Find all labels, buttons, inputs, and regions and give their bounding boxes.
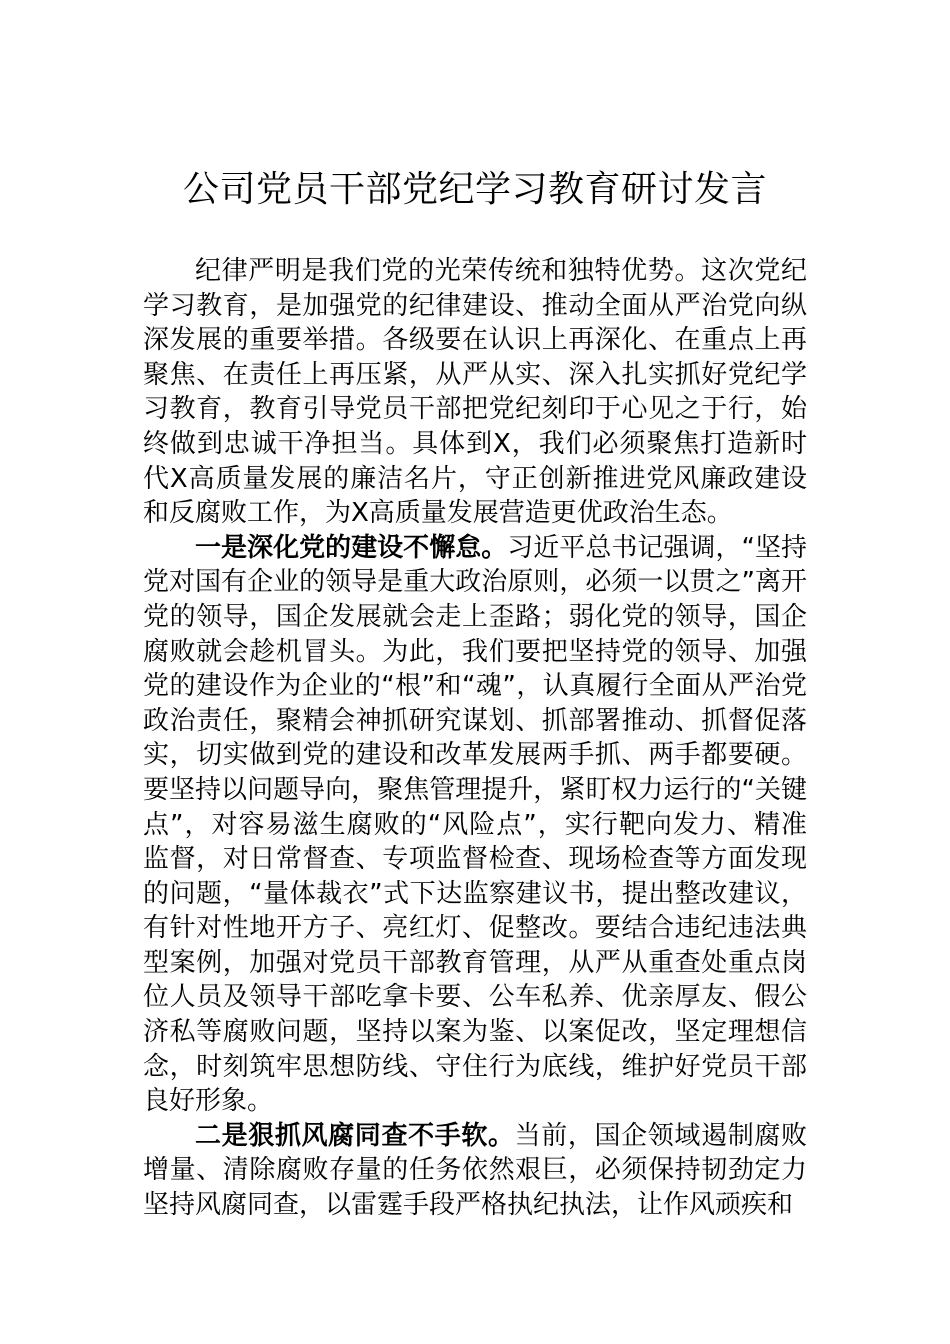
paragraph-text: 当前，国企领域遏制腐败增量、清除腐败存量的任务依然艰巨，必须保持韧劲定力坚持风腐同查，以雷霆手段严格执纪执法，让作风顽疾和: [143, 1120, 807, 1221]
paragraph-point-one: [143, 531, 807, 1119]
document-title: 公司党员干部党纪学习教育研讨发言: [182, 169, 767, 210]
paragraph-point-two: [143, 1119, 807, 1223]
paragraph-text: 习近平总书记强调，“坚持党对国有企业的领导是重大政治原则，必须一以贯之”离开党的领导，国企发展就会走上歪路；弱化党的领导，国企腐败就会趁机冒头。为此，我们要把坚持党的领导、加强党的建设作为企业的“根”和“魂”，认真履行全面从严治党政治责任，聚精会神抓研究谋划、抓部署推动、抓督促落实，切实做到党的建设和改革发展两手抓、两手都要硬。要坚持以问题导向，聚焦管理提升，紧盯权力运行的“关键点”，对容易滋生腐败的“风险点”，实行靶向发力、精准监督，对日常督查、专项监督检查、现场检查等方面发现的问题，“量体裁衣”式下达监察建议书，提出整改建议，有针对性地开方子、亮红灯、促整改。要结合违纪违法典型案例，加强对党员干部教育管理，从严从重查处重点岗位人员及领导干部吃拿卡要、公车私养、优亲厚友、假公济私等腐败问题，坚持以案为鉴、以案促改，坚定理想信念，时刻筑牢思想防线、守住行为底线，维护好党员干部良好形象。: [143, 532, 807, 1117]
paragraph-lead: 二是狠抓风腐同查不手软。: [195, 1120, 515, 1151]
paragraph-intro: [143, 254, 807, 531]
paragraph-text: 纪律严明是我们党的光荣传统和独特优势。这次党纪学习教育，是加强党的纪律建设、推动全面从严治党向纵深发展的重要举措。各级要在认识上再深化、在重点上再聚焦、在责任上再压紧，从严从实、深入扎实抓好党纪学习教育，教育引导党员干部把党纪刻印于心见之于行，始终做到忠诚干净担当。具体到X，我们必须聚焦打造新时代X高质量发展的廉洁名片，守正创新推进党风廉政建设和反腐败工作，为X高质量发展营造更优政治生态。: [143, 256, 807, 529]
paragraph-lead: 一是深化党的建设不懈怠。: [195, 532, 508, 563]
document-body: [143, 254, 807, 1223]
